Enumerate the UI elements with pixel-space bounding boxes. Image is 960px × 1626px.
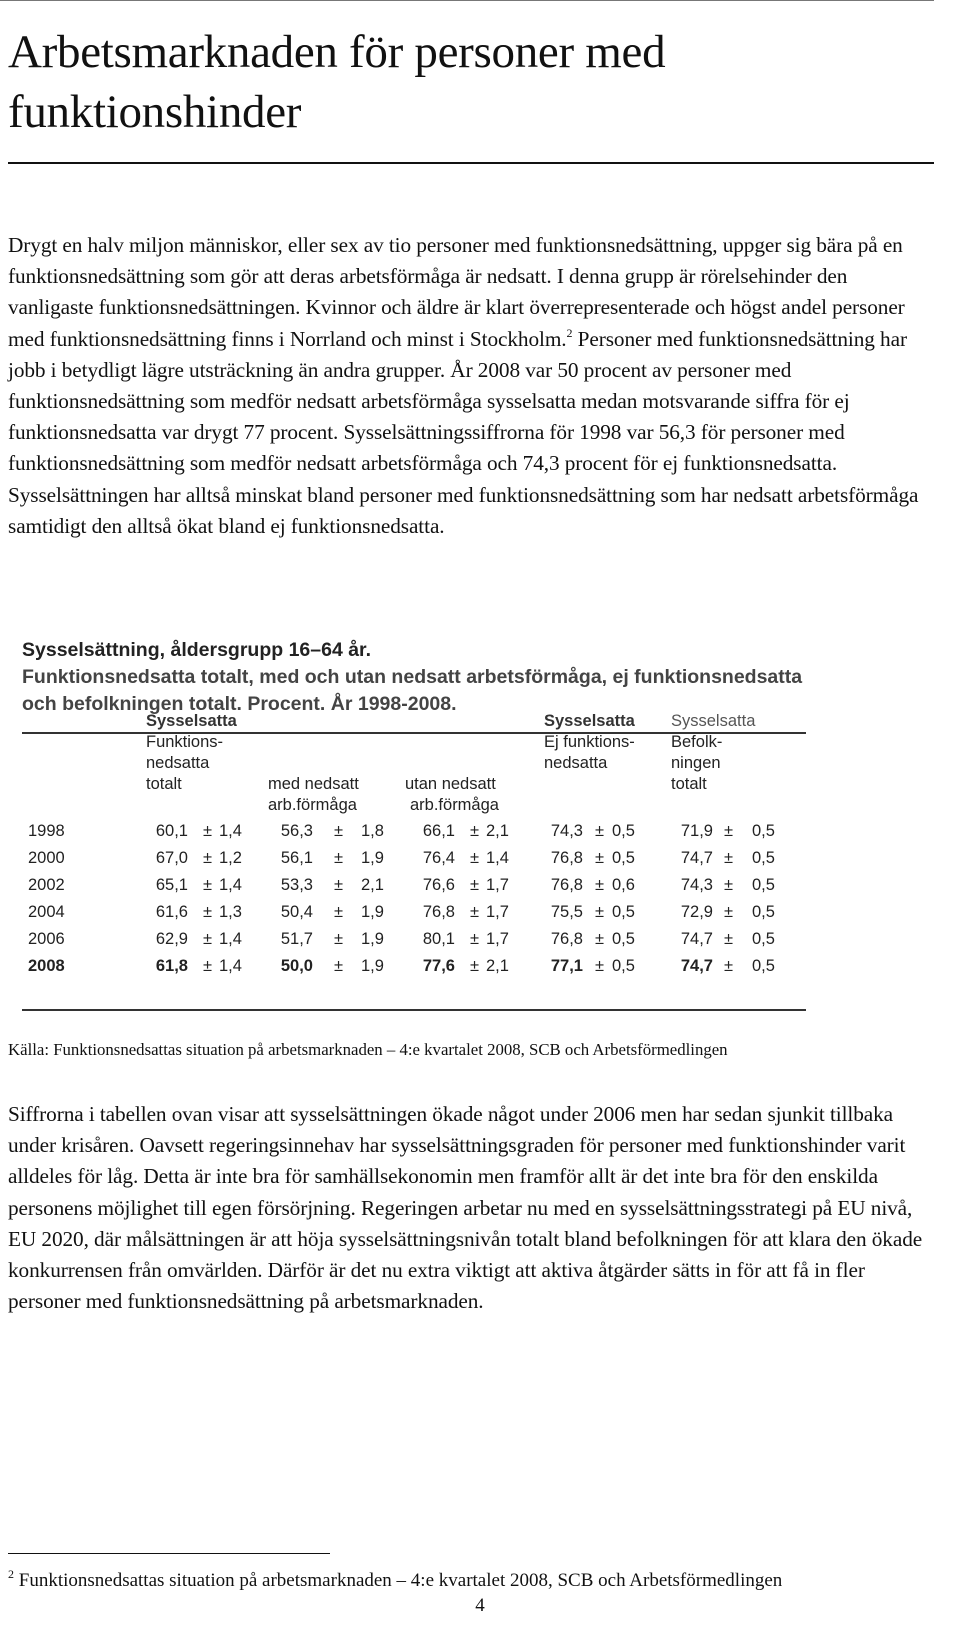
plus-minus-sign: ± <box>334 876 344 894</box>
plus-minus-sign: ± <box>334 903 344 921</box>
table-title <box>22 637 822 718</box>
plus-minus-sign: ± <box>470 849 480 867</box>
cell-value: 74,7 <box>680 930 713 948</box>
plus-minus-sign: ± <box>470 822 480 840</box>
plus-minus-sign: ± <box>595 930 605 948</box>
cell-value: 74,3 <box>550 822 583 840</box>
plus-minus-sign: ± <box>334 930 344 948</box>
cell-value: 56,3 <box>280 822 313 840</box>
plus-minus-sign: ± <box>724 903 734 921</box>
cell-value: 61,8 <box>155 957 188 975</box>
cell-value: 65,1 <box>155 876 188 894</box>
paragraph-analysis: Siffrorna i tabellen ovan visar att sysselsättningen ökade något under 2006 men har sedan sjunkit tillbaka under krisåren. Oavsett regeringsinnehav har sysselsättningsgraden för personer med funktionshinder varit alldeles för låg. Detta är inte bra för samhällsekonomin men framför allt är det inte bra för den enskilda personens möjlighet till egen försörjning. Regeringen arbetar nu med en sysselsättningsstrategi på EU nivå, EU 2020, där målsättningen är att höja sysselsättningsnivån totalt bland befolkningen för att klara den ökade konkurrensen från omvärlden. Därför är det nu extra viktigt att aktiva åtgärder sätts in för att få in fler personer med funktionsnedsättning på arbetsmarknaden. <box>8 1102 923 1314</box>
cell-value: 74,3 <box>680 876 713 894</box>
plus-minus-sign: ± <box>724 849 734 867</box>
paragraph-intro-text-cont: Personer med funktionsnedsättning har jobb i betydligt lägre utsträckning än andra grupper. År 2008 var 50 procent av personer med funktionsnedsättning som medför nedsatt arbetsförmåga sysselsatta medan motsvarande siffra för ej funktionsnedsatta var drygt 77 procent. Sysselsättningssiffrorna för 1998 var 56,3 för personer med funktionsnedsättning som medför nedsatt arbetsförmåga och 74,3 procent för ej funktionsnedsatta. Sysselsättningen har alltså minskat bland personer med funktionsnedsättning som har nedsatt arbetsförmåga samtidigt den alltså ökat bland ej funktionsnedsatta. <box>8 326 919 538</box>
table-title-line2: Funktionsnedsatta totalt, med och utan nedsatt arbetsförmåga, ej funktionsnedsatta och befolkningen totalt. Procent. År 1998-2008. <box>22 666 803 715</box>
cell-value: 76,6 <box>422 876 455 894</box>
plus-minus-sign: ± <box>724 930 734 948</box>
margin-of-error: 1,4 <box>486 849 509 867</box>
footnote-text: Funktionsnedsattas situation på arbetsmarknaden – 4:e kvartalet 2008, SCB och Arbetsförmedlingen <box>14 1570 783 1591</box>
page-title: Arbetsmarknaden för personer med funktionshinder <box>8 26 666 138</box>
cell-value: 51,7 <box>280 930 313 948</box>
margin-of-error: 0,5 <box>752 876 775 894</box>
footnote-rule <box>8 1553 330 1554</box>
row-year: 1998 <box>28 822 65 840</box>
margin-of-error: 0,6 <box>612 876 635 894</box>
margin-of-error: 0,5 <box>612 957 635 975</box>
plus-minus-sign: ± <box>470 930 480 948</box>
header-col4-line3: nedsatta <box>544 754 608 772</box>
header-col1-line1: Sysselsatta <box>146 712 237 730</box>
header-col4-line2: Ej funktions- <box>544 733 635 751</box>
row-year: 2002 <box>28 876 65 894</box>
title-rule <box>8 162 934 164</box>
top-rule <box>0 0 934 1</box>
margin-of-error: 1,7 <box>486 903 509 921</box>
plus-minus-sign: ± <box>203 849 213 867</box>
margin-of-error: 0,5 <box>612 822 635 840</box>
margin-of-error: 0,5 <box>752 822 775 840</box>
margin-of-error: 1,9 <box>361 849 384 867</box>
margin-of-error: 1,4 <box>219 957 242 975</box>
source-note: Källa: Funktionsnedsattas situation på arbetsmarknaden – 4:e kvartalet 2008, SCB och Arbetsförmedlingen <box>8 1040 728 1059</box>
margin-of-error: 1,7 <box>486 930 509 948</box>
margin-of-error: 1,2 <box>219 849 242 867</box>
plus-minus-sign: ± <box>595 822 605 840</box>
header-col1-line3: nedsatta <box>146 754 210 772</box>
table-bottom-rule <box>22 1009 806 1011</box>
header-col5-line3: ningen <box>671 754 721 772</box>
header-col2-line1: med nedsatt <box>268 775 359 793</box>
header-col5-line2: Befolk- <box>671 733 723 751</box>
header-col5-line4: totalt <box>671 775 707 793</box>
header-col1-line4: totalt <box>146 775 182 793</box>
margin-of-error: 0,5 <box>612 849 635 867</box>
header-col1-line2: Funktions- <box>146 733 224 751</box>
header-col2-line2: arb.förmåga <box>268 796 357 814</box>
cell-value: 56,1 <box>280 849 313 867</box>
margin-of-error: 1,9 <box>361 957 384 975</box>
margin-of-error: 1,9 <box>361 930 384 948</box>
plus-minus-sign: ± <box>595 957 605 975</box>
margin-of-error: 1,3 <box>219 903 242 921</box>
margin-of-error: 1,4 <box>219 876 242 894</box>
cell-value: 60,1 <box>155 822 188 840</box>
plus-minus-sign: ± <box>724 876 734 894</box>
table-title-line1: Sysselsättning, åldersgrupp 16–64 år. <box>22 639 371 661</box>
cell-value: 76,8 <box>422 903 455 921</box>
cell-value: 66,1 <box>422 822 455 840</box>
margin-of-error: 0,5 <box>752 930 775 948</box>
plus-minus-sign: ± <box>203 822 213 840</box>
plus-minus-sign: ± <box>203 957 213 975</box>
plus-minus-sign: ± <box>203 903 213 921</box>
footnote <box>8 1569 948 1593</box>
footnote-ref[interactable]: 2 <box>566 325 573 340</box>
margin-of-error: 0,5 <box>752 903 775 921</box>
cell-value: 74,7 <box>680 957 713 975</box>
plus-minus-sign: ± <box>470 903 480 921</box>
plus-minus-sign: ± <box>595 876 605 894</box>
page-number: 4 <box>475 1595 485 1616</box>
plus-minus-sign: ± <box>724 822 734 840</box>
header-col3-line2: arb.förmåga <box>410 796 499 814</box>
plus-minus-sign: ± <box>203 930 213 948</box>
margin-of-error: 2,1 <box>486 957 509 975</box>
margin-of-error: 1,7 <box>486 876 509 894</box>
plus-minus-sign: ± <box>595 849 605 867</box>
row-year: 2008 <box>28 957 65 975</box>
cell-value: 72,9 <box>680 903 713 921</box>
margin-of-error: 0,5 <box>752 957 775 975</box>
header-col4-line1: Sysselsatta <box>544 712 635 730</box>
plus-minus-sign: ± <box>595 903 605 921</box>
cell-value: 76,4 <box>422 849 455 867</box>
plus-minus-sign: ± <box>724 957 734 975</box>
cell-value: 53,3 <box>280 876 313 894</box>
row-year: 2000 <box>28 849 65 867</box>
row-year: 2006 <box>28 930 65 948</box>
cell-value: 77,1 <box>550 957 583 975</box>
row-year: 2004 <box>28 903 65 921</box>
footnote-mark: 2 <box>8 1567 14 1581</box>
margin-of-error: 0,5 <box>612 903 635 921</box>
cell-value: 80,1 <box>422 930 455 948</box>
plus-minus-sign: ± <box>203 876 213 894</box>
header-col5-line1: Sysselsatta <box>671 712 756 730</box>
plus-minus-sign: ± <box>470 957 480 975</box>
margin-of-error: 1,4 <box>219 930 242 948</box>
plus-minus-sign: ± <box>334 957 344 975</box>
plus-minus-sign: ± <box>334 849 344 867</box>
cell-value: 75,5 <box>550 903 583 921</box>
paragraph-intro <box>8 230 936 542</box>
cell-value: 76,8 <box>550 930 583 948</box>
cell-value: 67,0 <box>155 849 188 867</box>
cell-value: 62,9 <box>155 930 188 948</box>
margin-of-error: 2,1 <box>486 822 509 840</box>
cell-value: 77,6 <box>422 957 455 975</box>
margin-of-error: 0,5 <box>752 849 775 867</box>
cell-value: 71,9 <box>680 822 713 840</box>
cell-value: 61,6 <box>155 903 188 921</box>
cell-value: 76,8 <box>550 876 583 894</box>
margin-of-error: 1,8 <box>361 822 384 840</box>
paragraph-intro-text: Drygt en halv miljon människor, eller sex av tio personer med funktionsnedsättning, uppger sig bära på en funktionsnedsättning som gör att deras arbetsförmåga är nedsatt. I denna grupp är rörelsehinder den vanligaste funktionsnedsättningen. Kvinnor och äldre är klart överrepresenterade och högst andel personer med funktionsnedsättning finns i Norrland och minst i Stockholm. <box>8 233 905 351</box>
plus-minus-sign: ± <box>470 876 480 894</box>
header-col3-line1: utan nedsatt <box>405 775 496 793</box>
plus-minus-sign: ± <box>334 822 344 840</box>
margin-of-error: 1,4 <box>219 822 242 840</box>
margin-of-error: 1,9 <box>361 903 384 921</box>
cell-value: 76,8 <box>550 849 583 867</box>
cell-value: 50,4 <box>280 903 313 921</box>
margin-of-error: 2,1 <box>361 876 384 894</box>
cell-value: 50,0 <box>280 957 313 975</box>
cell-value: 74,7 <box>680 849 713 867</box>
margin-of-error: 0,5 <box>612 930 635 948</box>
